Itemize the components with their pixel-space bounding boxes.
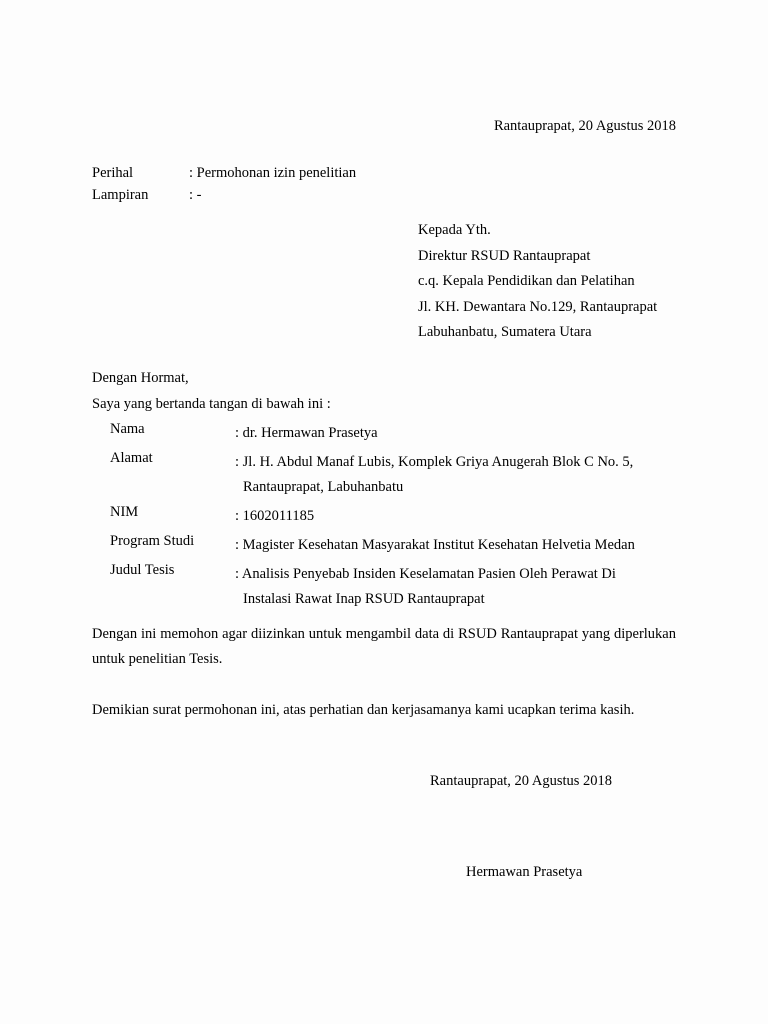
field-value-nim: : 1602011185: [235, 508, 315, 524]
field-value-program-studi: : Magister Kesehatan Masyarakat Institut Kesehatan Helvetia Medan: [235, 537, 635, 553]
field-label-nama: Nama: [110, 421, 145, 437]
subject-value-lampiran: : -: [189, 187, 202, 203]
intro-text: Saya yang bertanda tangan di bawah ini :: [92, 396, 331, 412]
field-value-nama: : dr. Hermawan Prasetya: [235, 425, 378, 441]
field-row-alamat: [110, 450, 676, 500]
body-paragraph-2: Demikian surat permohonan ini, atas perhatian dan kerjasamanya kami ucapkan terima kasih.: [92, 702, 635, 718]
signature-date: Rantauprapat, 20 Agustus 2018: [430, 773, 613, 789]
recipient-line-3: c.q. Kepala Pendidikan dan Pelatihan: [418, 273, 635, 289]
field-value-judul-tesis-line2: Instalasi Rawat Inap RSUD Rantauprapat: [243, 591, 485, 607]
field-value-alamat-line1: : Jl. H. Abdul Manaf Lubis, Komplek Griya Anugerah Blok C No. 5,: [235, 454, 634, 470]
recipient-line-1: Kepada Yth.: [418, 222, 491, 238]
subject-label-lampiran: Lampiran: [92, 187, 149, 203]
field-row-nim: [110, 504, 676, 529]
field-row-judul-tesis: [110, 562, 676, 612]
field-value-alamat: [235, 450, 676, 500]
letter-body: [92, 0, 676, 1024]
recipient-block: [418, 218, 657, 346]
subject-value-perihal: : Permohonan izin penelitian: [189, 165, 357, 181]
recipient-line-5: Labuhanbatu, Sumatera Utara: [418, 324, 592, 340]
subject-label-perihal: Perihal: [92, 165, 134, 181]
signature-name: Hermawan Prasetya: [466, 864, 583, 880]
recipient-line-2: Direktur RSUD Rantauprapat: [418, 247, 591, 264]
field-row-nama: [110, 421, 676, 446]
greeting-text: Dengan Hormat,: [92, 370, 189, 386]
subject-row-perihal: [92, 162, 676, 184]
body-paragraph-1: Dengan ini memohon agar diizinkan untuk mengambil data di RSUD Rantauprapat yang diperlukan untuk penelitian Tesis.: [92, 626, 676, 667]
field-value-alamat-line2: Rantauprapat, Labuhanbatu: [243, 479, 404, 495]
field-label-program-studi: Program Studi: [110, 533, 195, 549]
field-label-alamat: Alamat: [110, 450, 153, 466]
field-label-nim: NIM: [110, 504, 139, 520]
applicant-fields: [110, 421, 676, 616]
field-label-judul-tesis: Judul Tesis: [110, 562, 175, 578]
field-value-judul-tesis: [235, 562, 676, 612]
subject-row-lampiran: [92, 184, 676, 206]
field-row-program-studi: [110, 533, 676, 558]
subject-block: [92, 162, 676, 206]
letter-date-top: Rantauprapat, 20 Agustus 2018: [493, 118, 676, 134]
recipient-line-4: Jl. KH. Dewantara No.129, Rantauprapat: [418, 298, 658, 315]
field-value-judul-tesis-line1: : Analisis Penyebab Insiden Keselamatan Pasien Oleh Perawat Di: [235, 566, 616, 582]
